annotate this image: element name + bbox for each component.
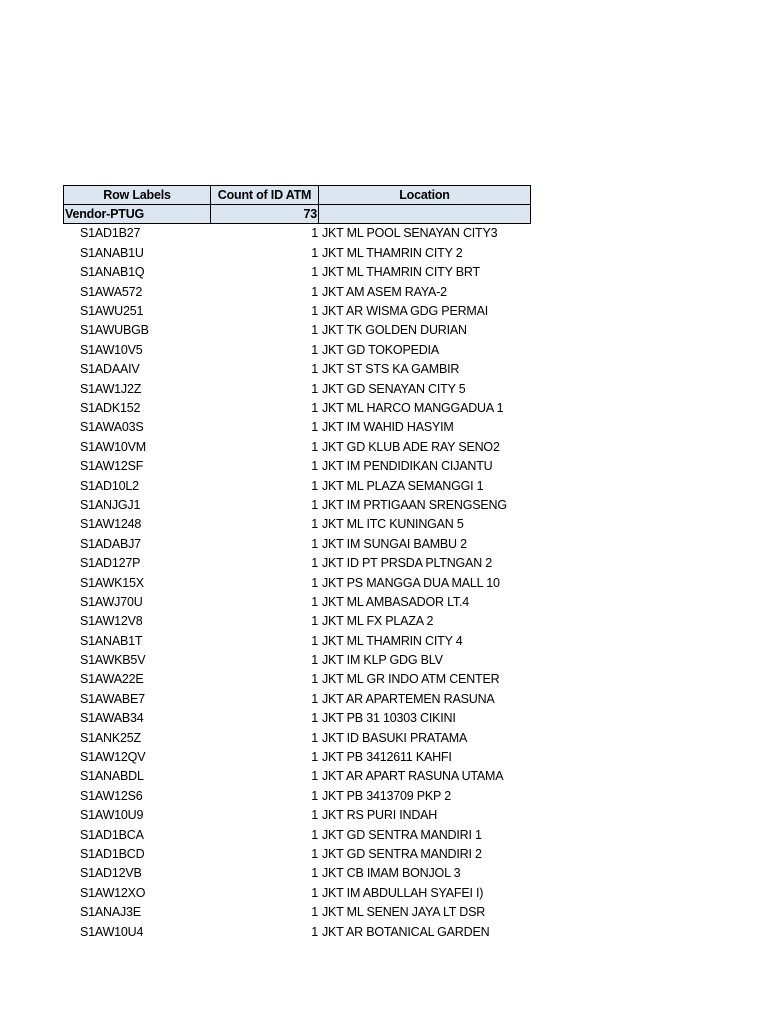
atm-id-cell[interactable]: S1AD1B27	[80, 226, 141, 241]
count-cell[interactable]: 1	[311, 905, 318, 920]
location-cell[interactable]: JKT ML ITC KUNINGAN 5	[322, 517, 464, 532]
atm-id-cell[interactable]: S1AWA03S	[80, 420, 144, 435]
table-row	[63, 612, 531, 631]
atm-id-cell[interactable]: S1AW1J2Z	[80, 381, 142, 396]
location-cell[interactable]: JKT ML FX PLAZA 2	[322, 614, 434, 629]
location-cell[interactable]: JKT GD TOKOPEDIA	[322, 342, 439, 357]
atm-id-cell[interactable]: S1AWKB5V	[80, 653, 146, 668]
atm-id-cell[interactable]: S1AD10L2	[80, 478, 139, 493]
atm-id-cell[interactable]: S1AW12QV	[80, 750, 146, 765]
location-cell[interactable]: JKT GD SENTRA MANDIRI 1	[322, 827, 482, 842]
atm-id-cell[interactable]: S1ANK25Z	[80, 730, 141, 745]
atm-id-cell[interactable]: S1AD12VB	[80, 866, 142, 881]
count-cell[interactable]: 1	[311, 924, 318, 939]
count-cell[interactable]: 1	[311, 420, 318, 435]
count-cell[interactable]: 1	[311, 730, 318, 745]
count-cell[interactable]: 1	[311, 226, 318, 241]
table-row	[63, 864, 531, 883]
atm-id-cell[interactable]: S1AW12V8	[80, 614, 143, 629]
table-row	[63, 243, 531, 262]
table-row	[63, 282, 531, 301]
atm-id-cell[interactable]: S1AWU251	[80, 304, 144, 319]
data-rows	[63, 224, 531, 941]
count-cell[interactable]: 1	[311, 808, 318, 823]
table-row	[63, 631, 531, 650]
location-cell[interactable]: JKT PB 31 10303 CIKINI	[322, 711, 456, 726]
table-row	[63, 553, 531, 572]
table-row	[63, 437, 531, 456]
table-row	[63, 883, 531, 902]
location-cell[interactable]: JKT IM PENDIDIKAN CIJANTU	[322, 459, 493, 474]
atm-id-cell[interactable]: S1AD1BCA	[80, 827, 144, 842]
group-location[interactable]	[318, 204, 531, 223]
table-row	[63, 709, 531, 728]
atm-id-cell[interactable]: S1AWAB34	[80, 711, 144, 726]
location-cell[interactable]: JKT ML POOL SENAYAN CITY3	[322, 226, 498, 241]
table-row	[63, 922, 531, 941]
table-row	[63, 650, 531, 669]
count-cell[interactable]: 1	[311, 769, 318, 784]
table-row	[63, 806, 531, 825]
count-cell[interactable]: 1	[311, 381, 318, 396]
count-cell[interactable]: 1	[311, 556, 318, 571]
count-cell[interactable]: 1	[311, 594, 318, 609]
location-cell[interactable]: JKT IM KLP GDG BLV	[322, 653, 443, 668]
location-cell[interactable]: JKT ML PLAZA SEMANGGI 1	[322, 478, 484, 493]
location-cell[interactable]: JKT IM ABDULLAH SYAFEI I)	[322, 885, 484, 900]
table-row	[63, 825, 531, 844]
atm-id-cell[interactable]: S1AWJ70U	[80, 594, 143, 609]
count-cell[interactable]: 1	[311, 284, 318, 299]
table-row	[63, 476, 531, 495]
location-cell[interactable]: JKT IM WAHID HASYIM	[322, 420, 454, 435]
count-cell[interactable]: 1	[311, 459, 318, 474]
location-cell[interactable]: JKT ML THAMRIN CITY 2	[322, 245, 463, 260]
count-cell[interactable]: 1	[311, 711, 318, 726]
pivot-table	[63, 185, 531, 941]
atm-id-cell[interactable]: S1AW12SF	[80, 459, 144, 474]
count-cell[interactable]: 1	[311, 653, 318, 668]
group-count[interactable]: 73	[210, 204, 318, 223]
count-cell[interactable]: 1	[311, 342, 318, 357]
count-cell[interactable]: 1	[311, 323, 318, 338]
table-row	[63, 398, 531, 417]
count-cell[interactable]: 1	[311, 497, 318, 512]
count-cell[interactable]: 1	[311, 362, 318, 377]
count-cell[interactable]: 1	[311, 400, 318, 415]
location-cell[interactable]: JKT ML HARCO MANGGADUA 1	[322, 400, 504, 415]
location-cell[interactable]: JKT ML SENEN JAYA LT DSR	[322, 905, 486, 920]
table-row	[63, 534, 531, 553]
atm-id-cell[interactable]: S1AWK15X	[80, 575, 144, 590]
group-label[interactable]: Vendor-PTUG	[63, 204, 210, 223]
table-row	[63, 340, 531, 359]
count-cell[interactable]: 1	[311, 478, 318, 493]
count-cell[interactable]: 1	[311, 245, 318, 260]
location-cell[interactable]: JKT ML THAMRIN CITY BRT	[322, 265, 480, 280]
table-row	[63, 301, 531, 320]
table-row	[63, 495, 531, 514]
table-row	[63, 515, 531, 534]
table-row	[63, 767, 531, 786]
location-cell[interactable]: JKT CB IMAM BONJOL 3	[322, 866, 461, 881]
atm-id-cell[interactable]: S1AWA572	[80, 284, 143, 299]
atm-id-cell[interactable]: S1AD1BCD	[80, 846, 145, 861]
location-cell[interactable]: JKT AR APARTEMEN RASUNA	[322, 691, 495, 706]
table-row	[63, 360, 531, 379]
count-cell[interactable]: 1	[311, 827, 318, 842]
atm-id-cell[interactable]: S1AW10U4	[80, 924, 144, 939]
table-row	[63, 786, 531, 805]
atm-id-cell[interactable]: S1ANJGJ1	[80, 497, 141, 512]
count-cell[interactable]: 1	[311, 846, 318, 861]
table-row	[63, 379, 531, 398]
location-cell[interactable]: JKT ML AMBASADOR LT.4	[322, 594, 470, 609]
location-cell[interactable]: JKT ML THAMRIN CITY 4	[322, 633, 463, 648]
location-cell[interactable]: JKT IM PRTIGAAN SRENGSENG	[322, 497, 507, 512]
count-cell[interactable]: 1	[311, 575, 318, 590]
location-cell[interactable]: JKT PB 3413709 PKP 2	[322, 788, 451, 803]
header-row	[63, 185, 531, 204]
atm-id-cell[interactable]: S1ADK152	[80, 400, 141, 415]
atm-id-cell[interactable]: S1ADAAIV	[80, 362, 140, 377]
header-location[interactable]: Location	[318, 185, 531, 204]
atm-id-cell[interactable]: S1AW10V5	[80, 342, 143, 357]
atm-id-cell[interactable]: S1ADABJ7	[80, 536, 141, 551]
count-cell[interactable]: 1	[311, 614, 318, 629]
atm-id-cell[interactable]: S1AWA22E	[80, 672, 144, 687]
count-cell[interactable]: 1	[311, 885, 318, 900]
table-row	[63, 456, 531, 475]
location-cell[interactable]: JKT AR BOTANICAL GARDEN	[322, 924, 490, 939]
atm-id-cell[interactable]: S1AWUBGB	[80, 323, 149, 338]
atm-id-cell[interactable]: S1ANABDL	[80, 769, 144, 784]
location-cell[interactable]: JKT AM ASEM RAYA-2	[322, 284, 447, 299]
location-cell[interactable]: JKT PS MANGGA DUA MALL 10	[322, 575, 500, 590]
atm-id-cell[interactable]: S1AW10VM	[80, 439, 147, 454]
location-cell[interactable]: JKT TK GOLDEN DURIAN	[322, 323, 467, 338]
table-row	[63, 592, 531, 611]
count-cell[interactable]: 1	[311, 691, 318, 706]
table-row	[63, 321, 531, 340]
location-cell[interactable]: JKT RS PURI INDAH	[322, 808, 438, 823]
atm-id-cell[interactable]: S1ANAB1U	[80, 245, 144, 260]
count-cell[interactable]: 1	[311, 304, 318, 319]
count-cell[interactable]: 1	[311, 750, 318, 765]
count-cell[interactable]: 1	[311, 866, 318, 881]
atm-id-cell[interactable]: S1ANAB1T	[80, 633, 143, 648]
atm-id-cell[interactable]: S1AW1248	[80, 517, 142, 532]
location-cell[interactable]: JKT GD SENAYAN CITY 5	[322, 381, 466, 396]
location-cell[interactable]: JKT ID BASUKI PRATAMA	[322, 730, 468, 745]
location-cell[interactable]: JKT AR APART RASUNA UTAMA	[322, 769, 504, 784]
count-cell[interactable]: 1	[311, 672, 318, 687]
location-cell[interactable]: JKT ID PT PRSDA PLTNGAN 2	[322, 556, 493, 571]
table-row	[63, 747, 531, 766]
table-row	[63, 670, 531, 689]
table-row	[63, 844, 531, 863]
location-cell[interactable]: JKT PB 3412611 KAHFI	[322, 750, 452, 765]
table-row	[63, 902, 531, 921]
atm-id-cell[interactable]: S1ANAB1Q	[80, 265, 145, 280]
atm-id-cell[interactable]: S1AWABE7	[80, 691, 145, 706]
table-row	[63, 573, 531, 592]
atm-id-cell[interactable]: S1AD127P	[80, 556, 141, 571]
table-row	[63, 418, 531, 437]
location-cell[interactable]: JKT AR WISMA GDG PERMAI	[322, 304, 489, 319]
atm-id-cell[interactable]: S1AW12S6	[80, 788, 143, 803]
header-count-id-atm[interactable]: Count of ID ATM	[210, 185, 318, 204]
location-cell[interactable]: JKT GD SENTRA MANDIRI 2	[322, 846, 482, 861]
header-row-labels[interactable]: Row Labels	[63, 185, 210, 204]
count-cell[interactable]: 1	[311, 788, 318, 803]
location-cell[interactable]: JKT ST STS KA GAMBIR	[322, 362, 460, 377]
count-cell[interactable]: 1	[311, 517, 318, 532]
count-cell[interactable]: 1	[311, 536, 318, 551]
count-cell[interactable]: 1	[311, 633, 318, 648]
group-row	[63, 204, 531, 223]
atm-id-cell[interactable]: S1AW10U9	[80, 808, 144, 823]
table-row	[63, 224, 531, 243]
count-cell[interactable]: 1	[311, 265, 318, 280]
table-row	[63, 263, 531, 282]
location-cell[interactable]: JKT IM SUNGAI BAMBU 2	[322, 536, 467, 551]
location-cell[interactable]: JKT ML GR INDO ATM CENTER	[322, 672, 500, 687]
table-row	[63, 728, 531, 747]
atm-id-cell[interactable]: S1AW12XO	[80, 885, 146, 900]
count-cell[interactable]: 1	[311, 439, 318, 454]
atm-id-cell[interactable]: S1ANAJ3E	[80, 905, 141, 920]
table-row	[63, 689, 531, 708]
location-cell[interactable]: JKT GD KLUB ADE RAY SENO2	[322, 439, 500, 454]
